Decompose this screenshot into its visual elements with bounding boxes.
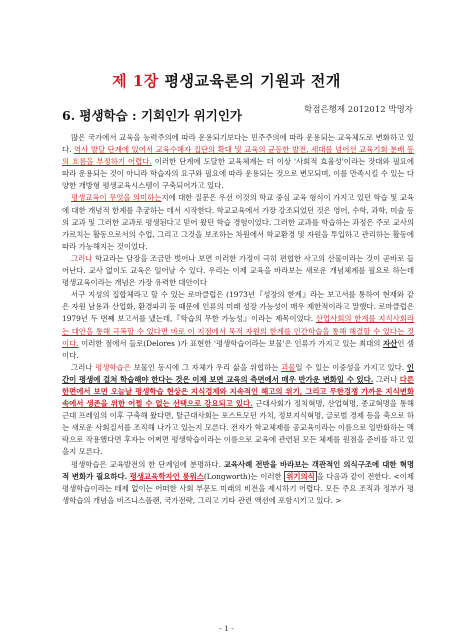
p6-text-2: (Longworth)는 이러한 <box>203 471 282 481</box>
p4-highlight: 산업사회의 한계를 지식사회라는 대안을 통해 극복할 수 있다면 바로 이 지점에서 묵적 자원의 한계를 인간학습을 통해 해결할 수 있다는 것이다. <box>62 314 415 348</box>
p5-text-5: 근대사회가 정치혁명, 산업혁명, 종교혁명을 통해 근대 프레임의 이후 구축해 왔다면, 탈근대사회는 포스트모던 가치, 정보지식혁명, 글로벌 경제 등을 축으로 하는 새로운 사회질서를 조직해 나가고 있는지 모른다. 전자가 학교체제를 공교육이라는 이름으로 일반화하는 맥락으로 작용했다면 후자는 어쩌면 평생학습이라는 이름으로 교육에 관련된 모든 체제를 원점을 준비를 하고 있을지 모른다. <box>62 399 414 457</box>
p5-highlight-3: 다른 한편에서 보면 오늘날 평생학습 현상은 지식경제와 지속적인 해고의 위기, 그리고 무한경쟁 가까운 지식변화 속에서 생존을 위한 어쩔 수 없는 선택으로 강요되고 있다. <box>62 374 414 409</box>
p2-text: 지에 대한 질문은 우선 이것의 학교 중심 교육 형식이 가지고 있던 학습 및 교육에 대한 개념적 한계를 추궁하는 데서 시작한다. 학교교육에서 가장 강조되었던 것은 영어, 수학, 과학, 미술 등의 교과 및 그러한 교과로 평생된다고 믿어 왔던 학습 경험이었다. 그러한 교과를 학습하는 과정은 주로 교사의 가르치는 활동으로서의 수업, 그리고 그것을 보조하는 차원에서 학교환경 및 자원을 투입하고 관리하는 활동에 따라 가능해지는 것이었다. <box>62 193 414 251</box>
p4-text-2: 이러한 점에서 들로(Delores )가 표현한 '평생학습이라는 보물'은 인류가 가지고 있는 최대의 <box>81 338 381 348</box>
paragraph-1 <box>62 132 414 192</box>
p3-text: 학교라는 담장을 조금만 벗어나 보면 이러한 가정이 극히 편협한 사고의 산물이라는 것이 곧바로 들어난다. 교사 없이도 교육은 일어날 수 있다. 우리는 이제 교육을 바라보는 새로운 개념체계를 필요로 하는데 평생교육이라는 개념은 가장 유력한 대안이다 <box>62 253 414 288</box>
p6-highlight: 평생교육학자인 롱워스 <box>129 471 204 481</box>
p4-text-3: 인 셈이다. <box>62 338 414 360</box>
paragraph-4 <box>62 289 414 362</box>
p1-highlight: 역사 발달 단계에 있어서 교육수혜자 집단의 확대 및 교육의 균등한 발전, 세대를 넘어선 교육기회 분배 등의 흐름을 부정하기 어렵다. <box>62 145 414 167</box>
p5-highlight: 평생학습은 <box>95 362 131 372</box>
p6-quote: <이제 평생학습이라는 테제 없이는 어떠한 사회 부문도 미래의 비전을 제시하기 어렵다. 모든 주요 조직과 정부가 평생학습의 개념을 비즈니스플랜, 국가전략, 그리고 기타 관련 액션에 포함시키고 있다. > <box>62 471 415 505</box>
p4-emphasis: 자산 <box>382 338 398 348</box>
p2-highlight: 평생교육이 무엇을 의미하는 <box>71 193 162 203</box>
p5-highlight-2: 괴물 <box>281 362 296 372</box>
p4-text: 서구 지성의 집합체라고 할 수 있는 로마클럽은 (1973년『성장의 한계』라는 보고서를 통하여 현재와 같은 자원 남용과 산업화, 환경파괴 등 때문에 인류의 미래 성장 가능성이 매우 제한적이라고 말했다. 로마클럽은 1979년 두 번째 보고서를 냈는데,『학습의 무한 가능성』이라는 제목이었다. <box>62 290 414 324</box>
p6-emphasis: 교육사례 전반을 바라보는 객관적인 의식구조에 대한 혁명적 변화가 필요하다. <box>62 459 414 481</box>
author-line: 학점은행제 2012012 박명자 <box>304 105 413 115</box>
paragraph-6 <box>62 459 414 507</box>
p5-text-4: 그러나 <box>375 374 398 384</box>
body-text <box>62 132 414 507</box>
paragraph-3 <box>62 253 414 289</box>
paragraph-2 <box>62 192 414 252</box>
p6-text-3: 을 다음과 같이 전한다. <box>316 471 391 481</box>
p3-highlight: 그러나 <box>71 253 93 263</box>
p5-emphasis: 인간이 평생에 걸쳐 학습해야 한다는 것은 이제 보면 교육의 측면에서 매우 반가운 변화일 수 있다. <box>62 362 414 384</box>
p5-text-3: 일 수 있는 이중성을 가지고 있다. <box>295 362 405 372</box>
chapter-name: 평생교육론의 기원과 전개 <box>164 72 341 90</box>
p6-boxed-term: 위기의식 <box>286 471 315 481</box>
p6-text: 평생학습은 교육발전의 한 단계임에 분명하다. <box>71 459 221 469</box>
p1-text-2: 이러한 단계에 도달한 교육체계는 더 이상 '사회적 효율성'이라는 잣대와 필요에 따라 운용되는 것이 아니라 학습자의 요구와 필요에 따라 운용되는 것으로 변모되며, 이를 만족시킬 수 있는 다양한 개방형 평생교육시스템이 구축되어가고 있다. <box>62 157 414 191</box>
p5-text-2: 보물인 동시에 그 자체가 우리 삶을 위협하는 <box>133 362 279 372</box>
chapter-number: 제 1장 <box>112 72 159 90</box>
paragraph-5 <box>62 362 414 459</box>
p1-text: 많은 국가에서 교육을 능력주의에 따라 운용되기보다는 민주주의에 따라 운용되는 교육체도로 변화하고 있다. <box>62 133 414 155</box>
chapter-title <box>0 70 453 91</box>
page-number: - 1 - <box>219 624 234 633</box>
p5-text: 그러나 <box>71 362 93 372</box>
section-heading: 6. 평생학습 : 기회인가 위기인가 <box>62 108 242 123</box>
